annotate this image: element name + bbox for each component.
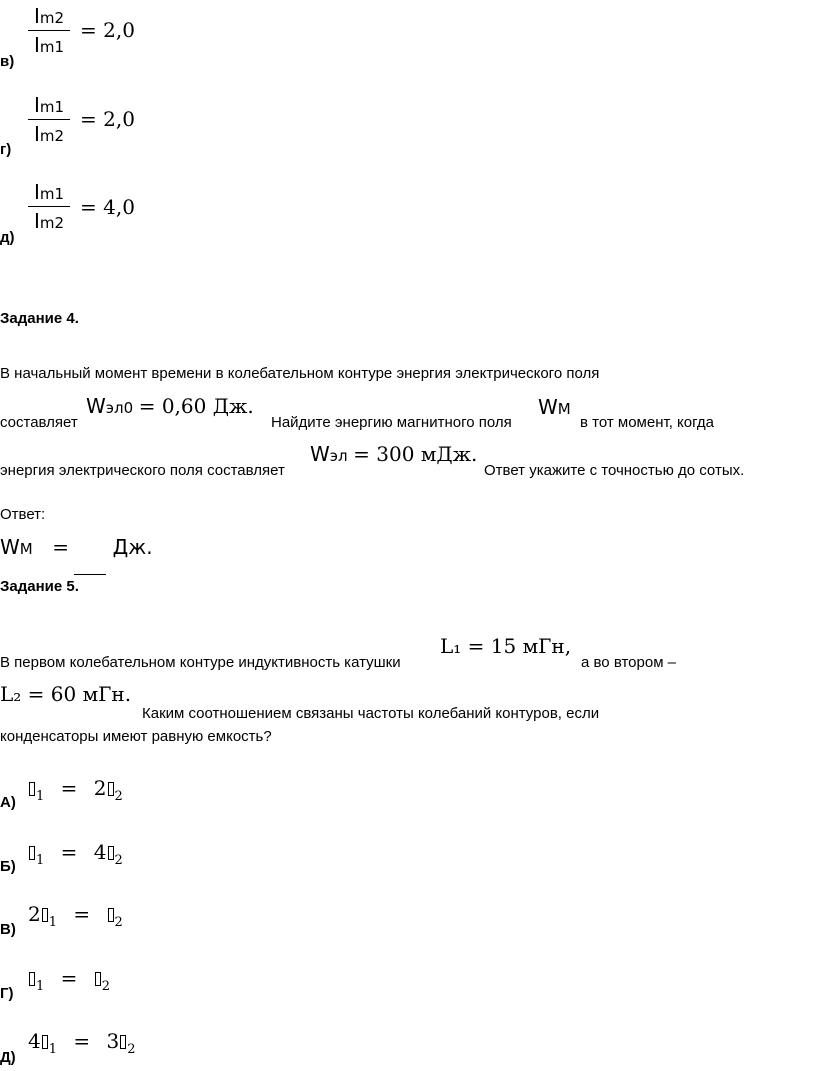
- task5-option-d-formula: 4 $_1$ = 3 $_2$: [28, 1029, 136, 1057]
- task4-formula-w-m: WМ: [538, 395, 571, 419]
- task5-line1-a: В первом колебательном контуре индуктивность катушки: [0, 654, 401, 671]
- task5-option-a-label: А): [0, 794, 16, 811]
- nu-symbol-icon: [95, 972, 101, 986]
- task5-option-d-label: Д): [0, 1049, 16, 1066]
- task5-formula-l1: L₁ = 15 мГн,: [440, 634, 572, 658]
- nu-symbol-icon: [108, 908, 114, 922]
- task4-formula-w-el: Wэл = 300 мДж.: [310, 442, 478, 466]
- task4-answer-label: Ответ:: [0, 506, 46, 523]
- task4-heading: Задание 4.: [0, 310, 79, 327]
- task5-line1-b: а во втором –: [581, 654, 677, 671]
- task4-answer-blank[interactable]: [74, 573, 106, 575]
- task5-formula-l2: L₂ = 60 мГн.: [0, 682, 132, 706]
- task4-formula-w-el0: Wэл0 = 0,60 Дж.: [86, 394, 254, 418]
- task4-line3-b: Ответ укажите с точностью до сотых.: [484, 462, 745, 479]
- nu-symbol-icon: [108, 782, 114, 796]
- option-d-label: д): [0, 229, 15, 246]
- task5-heading: Задание 5.: [0, 578, 79, 595]
- task5-option-v-formula: 2 $_1$ = $_2$: [28, 902, 123, 930]
- option-v-label: в): [0, 53, 15, 70]
- task4-line1: В начальный момент времени в колебательном контуре энергия электрического поля: [0, 365, 600, 382]
- task5-option-b-label: Б): [0, 858, 16, 875]
- task5-option-g-formula: $_1$ = $_2$: [28, 966, 110, 994]
- nu-symbol-icon: [42, 908, 48, 922]
- nu-symbol-icon: [120, 1035, 126, 1049]
- task4-line2-c: в тот момент, когда: [580, 414, 714, 431]
- task5-option-a-formula: $_1$ = 2 $_2$: [28, 776, 123, 804]
- task4-line2-a: составляет: [0, 414, 78, 431]
- nu-symbol-icon: [29, 972, 35, 986]
- task5-option-b-formula: $_1$ = 4 $_2$: [28, 840, 123, 868]
- task5-option-g-label: Г): [0, 985, 14, 1002]
- task4-line2-b: Найдите энергию магнитного поля: [271, 414, 512, 431]
- task4-line3-a: энергия электрического поля составляет: [0, 462, 285, 479]
- task5-option-v-label: В): [0, 921, 16, 938]
- nu-symbol-icon: [42, 1035, 48, 1049]
- task4-answer-formula: WМ = Дж.: [0, 535, 153, 559]
- nu-symbol-icon: [29, 846, 35, 860]
- task5-line3: конденсаторы имеют равную емкость?: [0, 728, 272, 745]
- nu-symbol-icon: [29, 782, 35, 796]
- nu-symbol-icon: [108, 846, 114, 860]
- task5-line2: Каким соотношением связаны частоты колебаний контуров, если: [142, 705, 600, 722]
- option-g-label: г): [0, 141, 12, 158]
